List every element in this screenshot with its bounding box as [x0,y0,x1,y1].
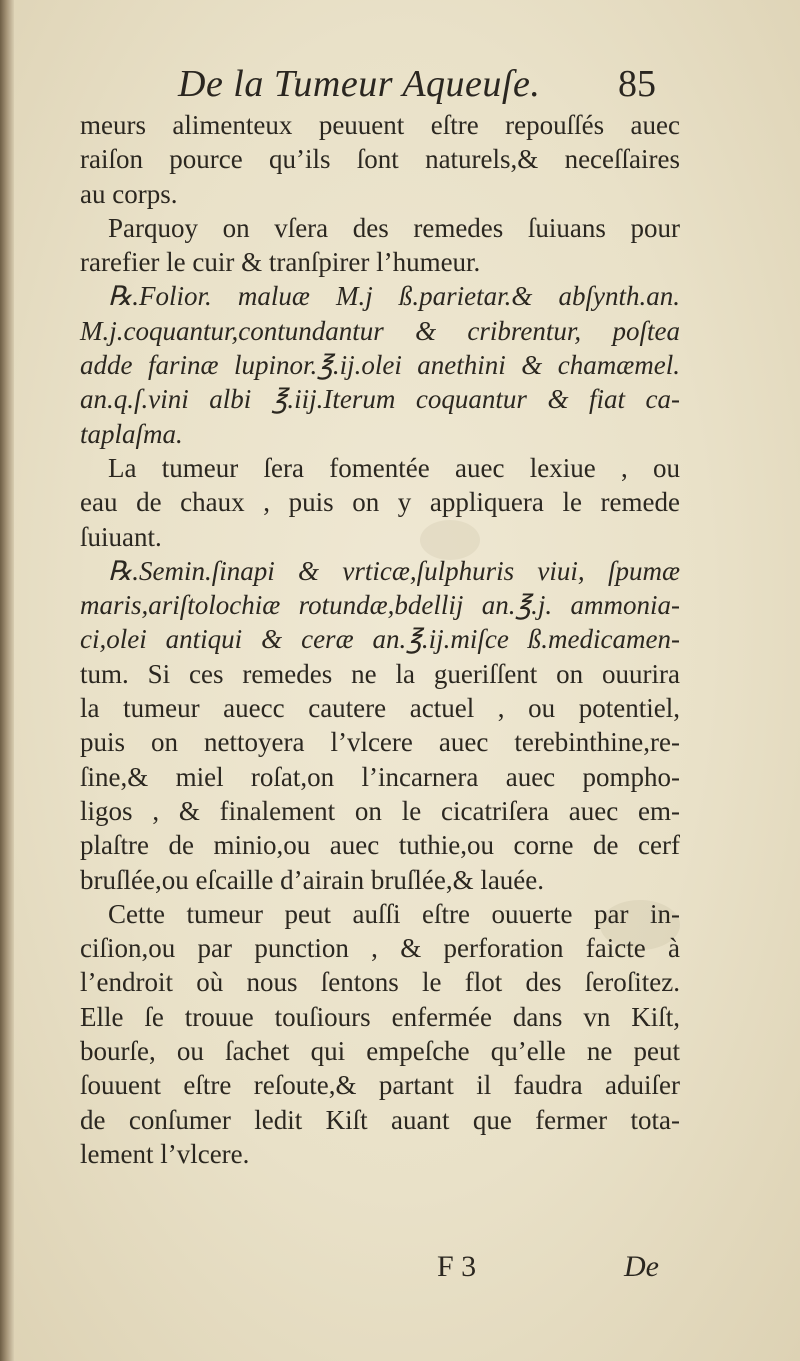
text-line: taplaſma. [80,418,183,449]
text-line: plaſtre de minio,ou auec tuthie,ou corne de cerf [80,830,680,861]
text-line: ſuiuant. [80,521,162,552]
text-line: tum. Si ces remedes ne la gueriſſent on ouurira [80,658,680,689]
page-gutter [0,0,14,1361]
text-line: l’endroit où nous ſentons le flot des ſeroſitez. [80,967,680,998]
page-number: 85 [618,63,656,105]
text-line: ci,olei antiqui & ceræ an.℥.ij.miſce ß.medicamen- [80,624,680,655]
text-line: Parquoy on vſera des remedes ſuiuans pour [108,212,680,243]
text-line: rarefier le cuir & tranſpirer l’humeur. [80,247,481,278]
text-line: La tumeur ſera fomentée auec lexiue , ou [108,452,680,483]
text-line: ciſion,ou par punction , & perforation faicte à [80,933,680,964]
text-line: de conſumer ledit Kiſt auant que fermer tota- [80,1104,680,1135]
body-text [80,108,680,1171]
text-line: bruſlée,ou eſcaille d’airain bruſlée,& lauée. [80,864,545,895]
text-line: eau de chaux , puis on y appliquera le remede [80,487,680,518]
text-line: an.q.ſ.vini albi ℥.iij.Iterum coquantur & fiat ca- [80,384,680,415]
text-line: ligos , & finalement on le cicatriſera auec em- [80,795,680,826]
text-line: Elle ſe trouue touſiours enfermée dans vn Kiſt, [80,1001,680,1032]
text-line: ℞.Folior. maluæ M.j ß.parietar.& abſynth.an. [108,281,680,312]
text-line: meurs alimenteux peuuent eſtre repouſſés auec [80,110,680,140]
text-line: raiſon pource qu’ils ſont naturels,& neceſſaires [80,144,680,175]
text-line: au corps. [80,178,178,209]
text-line: Cette tumeur peut auſſi eſtre ouuerte par in- [108,898,680,929]
text-line: puis on nettoyera l’vlcere auec terebinthine,re- [80,727,680,758]
text-line: lement l’vlcere. [80,1138,250,1169]
signature-mark: F 3 [437,1250,477,1283]
text-line: ſouuent eſtre reſoute,& partant il faudra aduiſer [80,1070,680,1101]
page-header [0,58,800,108]
text-line: ℞.Semin.ſinapi & vrticæ,ſulphuris viui, ſpumæ [108,555,680,586]
text-line: ſine,& miel roſat,on l’incarnera auec pompho- [80,761,680,792]
text-line: la tumeur auecc cautere actuel , ou potentiel, [80,693,680,724]
text-line: M.j.coquantur,contundantur & cribrentur, poſtea [80,315,680,346]
text-line: bourſe, ou ſachet qui empeſche qu’elle ne peut [80,1036,680,1067]
running-title: De la Tumeur Aqueuſe. [178,63,541,105]
page-footer [0,1250,800,1300]
text-line: adde farinæ lupinor.℥.ij.olei anethini & chamæmel. [80,350,680,381]
catchword: De [624,1250,659,1283]
text-line: maris,ariſtolochiæ rotundæ,bdellij an.℥.j. ammonia- [80,590,680,621]
